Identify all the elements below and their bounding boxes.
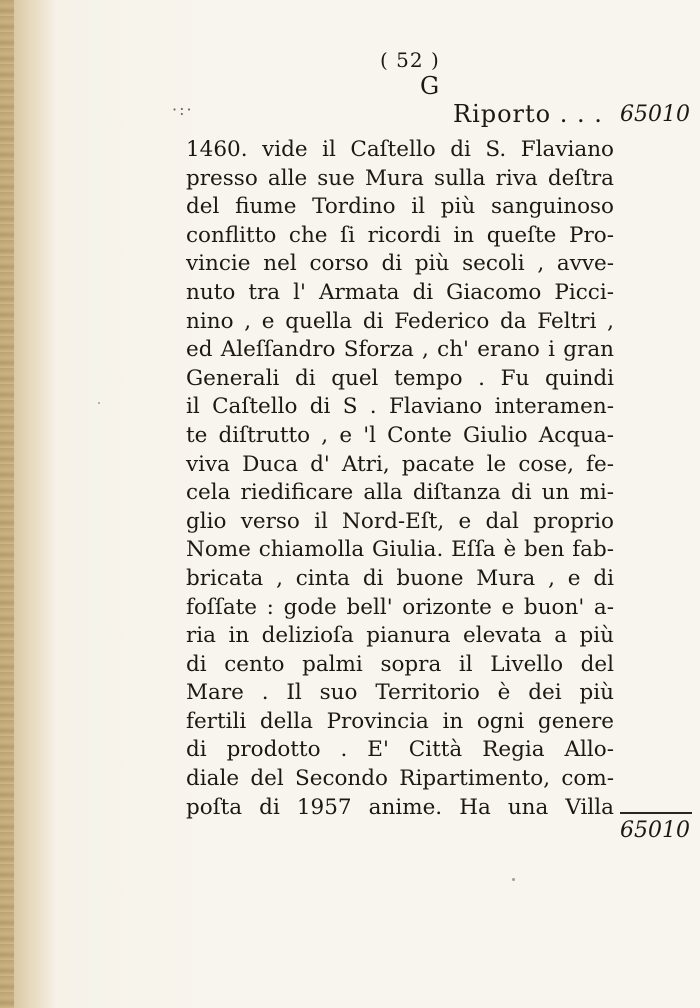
text-line: diale del Secondo Ripartimento, com- <box>186 766 614 792</box>
paper-speck <box>512 878 515 881</box>
carry-forward-amount-bottom: 65010 <box>620 818 690 843</box>
text-line: fertili della Provincia in ogni genere <box>186 708 614 734</box>
text-line: presso alle sue Mura sulla riva deſtra <box>186 165 614 191</box>
text-line: poſta di 1957 anime. Ha una Villa <box>186 794 614 820</box>
body-text <box>186 136 614 822</box>
text-line: Generali di quel tempo . Fu quindi <box>186 365 614 391</box>
carry-left-mark: ·:· <box>172 100 194 119</box>
text-line: te diſtrutto , e 'l Conte Giulio Acqua- <box>186 422 614 448</box>
signature-mark: G <box>420 72 440 100</box>
text-line: il Caſtello di S . Flaviano interamen- <box>186 394 614 420</box>
sum-rule <box>620 812 692 814</box>
text-line: del fiume Tordino il più sanguinoso <box>186 194 614 220</box>
text-line: cela riedificare alla diſtanza di un mi- <box>186 480 614 506</box>
text-line: di prodotto . E' Città Regia Allo- <box>186 737 614 763</box>
text-line: Mare . Il suo Territorio è dei più <box>186 680 614 706</box>
text-line: ria in delizioſa pianura elevata a più <box>186 623 614 649</box>
page-number: ( 52 ) <box>380 48 440 72</box>
text-line: ed Aleſſandro Sforza , ch' erano i gran <box>186 337 614 363</box>
carry-forward-amount-top: 65010 <box>620 102 690 127</box>
text-line: 1460. vide il Caſtello di S. Flaviano <box>186 137 614 162</box>
paper-speck <box>98 402 100 404</box>
text-line: bricata , cinta di buone Mura , e di <box>186 565 614 591</box>
carry-forward-label: Riporto . . . <box>453 100 603 128</box>
text-line: viva Duca d' Atri, pacate le cose, fe- <box>186 451 614 477</box>
page-binding-edge <box>0 0 14 1008</box>
text-line: vincie nel corso di più secoli , avve- <box>186 251 614 277</box>
text-line: conflitto che ſi ricordi in queſte Pro- <box>186 222 614 248</box>
text-line: nuto tra l' Armata di Giacomo Picci- <box>186 279 614 305</box>
text-line: nino , e quella di Federico da Feltri , <box>186 308 614 334</box>
text-line: Nome chiamolla Giulia. Eſſa è ben fab- <box>186 537 614 563</box>
text-line: di cento palmi sopra il Livello del <box>186 651 614 677</box>
text-line: foſſate : gode bell' orizonte e buon' a- <box>186 594 614 620</box>
text-line: glio verso il Nord-Eſt, e dal proprio <box>186 508 614 534</box>
